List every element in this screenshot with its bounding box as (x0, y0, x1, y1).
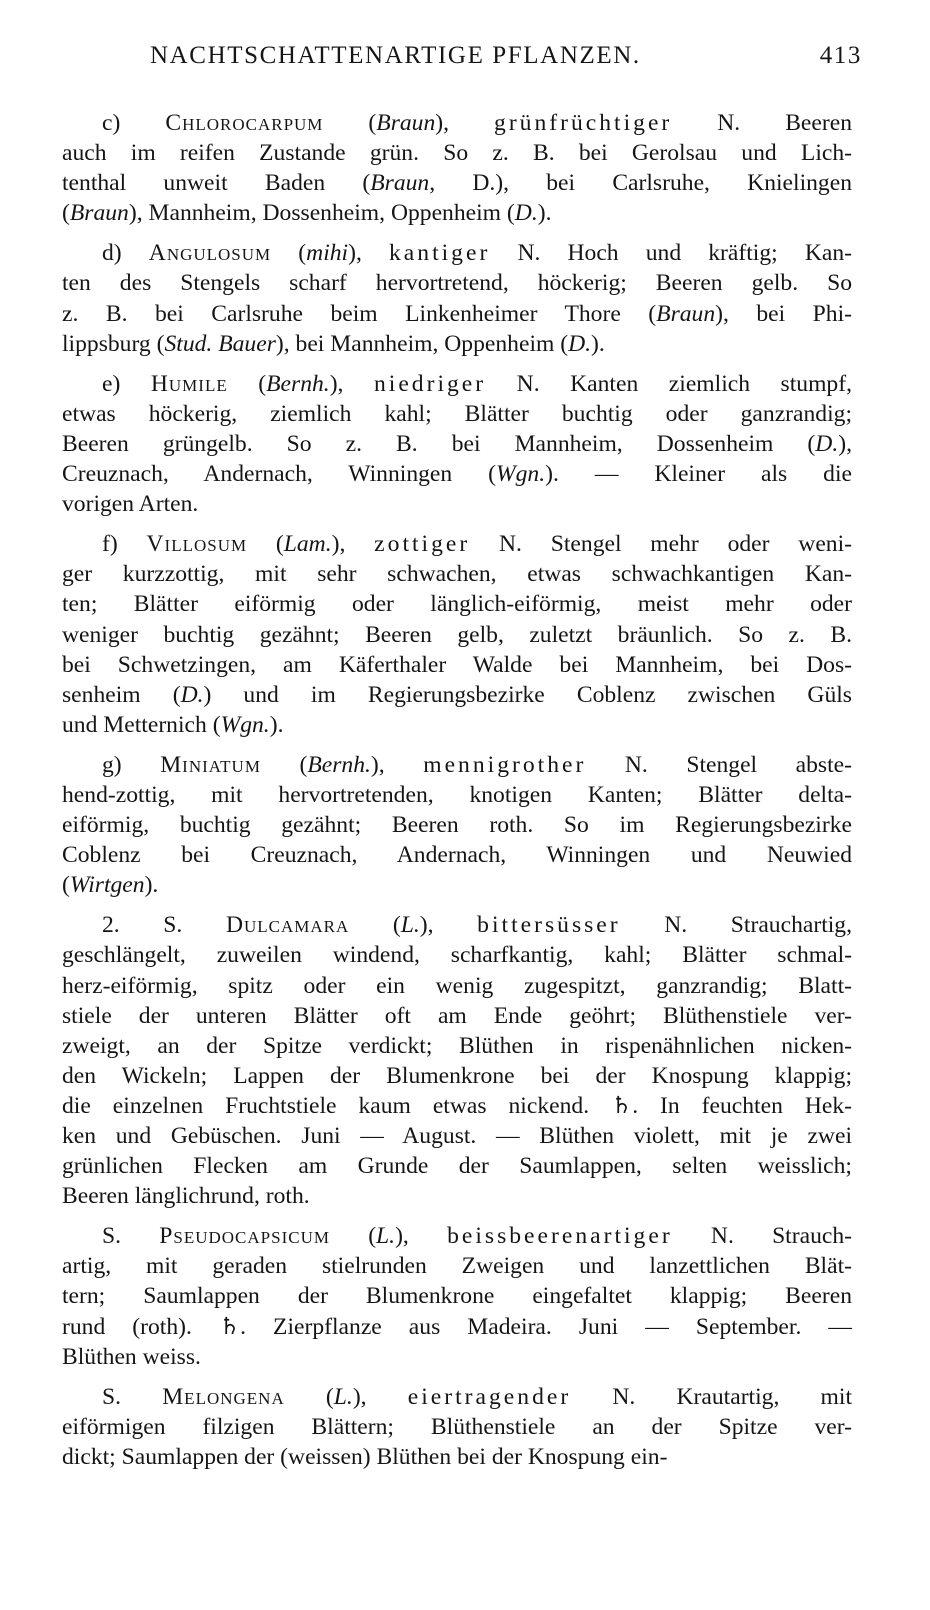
text-line: d) Angulosum (mihi), kantiger N. Hoch und kräftig; Kan- (102, 240, 852, 267)
paragraph-gap (62, 228, 852, 238)
text-line: e) Humile (Bernh.), niedriger N. Kanten ziemlich stumpf, (102, 370, 852, 397)
text-line: und Metternich (Wgn.). (62, 711, 284, 738)
page-number: 413 (819, 42, 862, 69)
text-line: eiförmigen filzigen Blättern; Blüthenstiele an der Spitze ver- (62, 1413, 852, 1440)
text-line: (Braun), Mannheim, Dossenheim, Oppenheim (D.). (62, 200, 552, 227)
text-line: S. Pseudocapsicum (L.), beissbeerenartiger N. Strauch- (102, 1223, 852, 1250)
text-line: Coblenz bei Creuznach, Andernach, Winningen und Neuwied (62, 842, 852, 869)
running-header (62, 42, 862, 82)
text-line: 2. S. Dulcamara (L.), bittersüsser N. Strauchartig, (102, 912, 853, 939)
text-line: grünlichen Flecken am Grunde der Saumlappen, selten weisslich; (62, 1153, 852, 1180)
text-line: die einzelnen Fruchtstiele kaum etwas nickend. ♄. In feuchten Hek- (62, 1092, 852, 1119)
paragraph-gap (62, 900, 852, 910)
text-line: ten des Stengels scharf hervortretend, höckerig; Beeren gelb. So (62, 270, 852, 297)
text-line: dickt; Saumlappen der (weissen) Blüthen bei der Knospung ein- (62, 1443, 668, 1470)
text-line: artig, mit geraden stielrunden Zweigen und lanzettlichen Blät- (62, 1253, 852, 1280)
text-line: auch im reifen Zustande grün. So z. B. bei Gerolsau und Lich- (62, 140, 852, 167)
text-line: tern; Saumlappen der Blumenkrone eingefaltet klappig; Beeren (62, 1283, 852, 1310)
text-line: etwas höckerig, ziemlich kahl; Blätter buchtig oder ganzrandig; (62, 400, 852, 427)
text-line: herz-eiförmig, spitz oder ein wenig zugespitzt, ganzrandig; Blatt- (62, 972, 852, 999)
text-line: S. Melongena (L.), eiertragender N. Krautartig, mit (102, 1383, 853, 1410)
text-line: bei Schwetzingen, am Käferthaler Walde bei Mannheim, bei Dos- (62, 651, 852, 678)
text-line: c) Chlorocarpum (Braun), grünfrüchtiger N. Beeren (102, 110, 853, 136)
text-line: senheim (D.) und im Regierungsbezirke Coblenz zwischen Güls (62, 681, 852, 708)
text-line: Blüthen weiss. (62, 1343, 201, 1370)
text-line: stiele der unteren Blätter oft am Ende geöhrt; Blüthenstiele ver- (62, 1002, 852, 1029)
text-line: weniger buchtig gezähnt; Beeren gelb, zuletzt bräunlich. So z. B. (62, 621, 852, 648)
text-line: ten; Blätter eiförmig oder länglich-eiförmig, meist mehr oder (62, 591, 852, 618)
paragraph-gap (62, 359, 852, 369)
paragraph-gap (62, 1211, 852, 1221)
text-line: lippsburg (Stud. Bauer), bei Mannheim, Oppenheim (D.). (62, 330, 605, 357)
text-line: f) Villosum (Lam.), zottiger N. Stengel mehr oder weni- (102, 531, 852, 558)
running-title: NACHTSCHATTENARTIGE PFLANZEN. (150, 42, 641, 69)
text-line: ger kurzzottig, mit sehr schwachen, etwas schwachkantigen Kan- (62, 561, 852, 588)
body-text (62, 108, 852, 1472)
text-line: zweigt, an der Spitze verdickt; Blüthen in rispenähnlichen nicken- (62, 1032, 852, 1059)
text-line: hend-zottig, mit hervortretenden, knotigen Kanten; Blätter delta- (62, 781, 852, 808)
text-line: z. B. bei Carlsruhe beim Linkenheimer Thore (Braun), bei Phi- (62, 300, 852, 327)
text-line: vorigen Arten. (62, 491, 199, 518)
paragraph-gap (62, 740, 852, 750)
text-line: Beeren grüngelb. So z. B. bei Mannheim, Dossenheim (D.), (62, 430, 852, 457)
text-line: (Wirtgen). (62, 872, 159, 899)
paragraph-gap (62, 1372, 852, 1382)
text-line: g) Miniatum (Bernh.), mennigrother N. Stengel abste- (102, 751, 852, 778)
text-line: eiförmig, buchtig gezähnt; Beeren roth. So im Regierungsbezirke (62, 812, 852, 839)
text-line: ken und Gebüschen. Juni — August. — Blüthen violett, mit je zwei (62, 1123, 852, 1149)
paragraph-gap (62, 519, 852, 529)
text-line: rund (roth). ♄. Zierpflanze aus Madeira. Juni — September. — (62, 1313, 852, 1340)
text-line: geschlängelt, zuweilen windend, scharfkantig, kahl; Blätter schmal- (62, 942, 852, 969)
text-line: tenthal unweit Baden (Braun, D.), bei Carlsruhe, Knielingen (62, 170, 852, 197)
text-line: Creuznach, Andernach, Winningen (Wgn.). — Kleiner als die (62, 461, 852, 488)
text-line: den Wickeln; Lappen der Blumenkrone bei der Knospung klappig; (62, 1062, 852, 1089)
text-line: Beeren länglichrund, roth. (62, 1183, 310, 1210)
